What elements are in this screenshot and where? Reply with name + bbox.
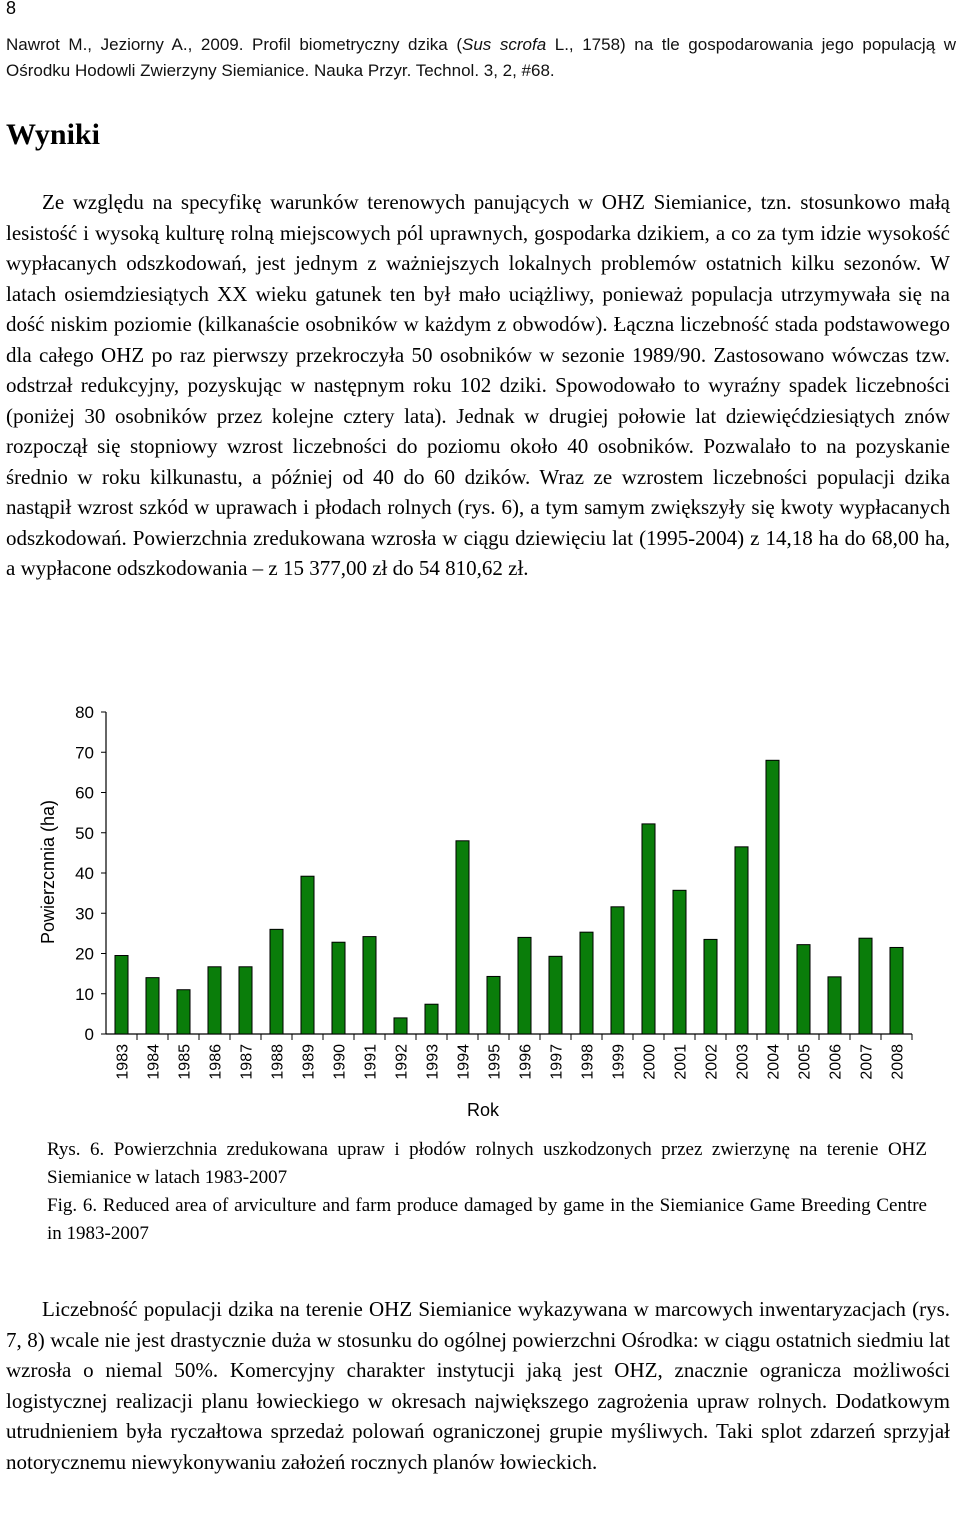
section-heading: Wyniki: [6, 118, 100, 151]
x-tick-label: 1990: [331, 1044, 349, 1080]
x-tick-label: 1997: [548, 1044, 566, 1080]
citation-part-2: L., 1758) na tle gospodarowania jego populacją w Ośrodku Hodowli Zwierzyny Siemianice. Nauka Przyr. Technol. 3, 2, #68.: [6, 35, 956, 80]
bar: [208, 967, 221, 1034]
y-tick-label: 0: [84, 1025, 94, 1044]
y-tick-label: 20: [75, 944, 94, 964]
population-paragraph: [6, 1294, 950, 1477]
bar: [549, 956, 562, 1034]
y-axis-title: Powierzcnnia (ha): [38, 799, 58, 945]
x-tick-label: 2005: [796, 1044, 814, 1080]
bar: [270, 929, 283, 1034]
y-tick-label: 60: [75, 783, 94, 803]
x-axis-title: Rok: [466, 1100, 500, 1120]
bar: [735, 847, 748, 1034]
bar: [642, 824, 655, 1034]
bar: [394, 1018, 407, 1034]
y-tick-label: 10: [75, 984, 94, 1004]
results-paragraph-text: Ze względu na specyfikę warunków terenowych panujących w OHZ Siemianice, tzn. stosunkowo małą lesistość i wysoką kulturę rolną miejscowych pól uprawnych, gospodarka dzikiem, a co za tym idzie wysokość wypłacanych odszkodowań, jest jednym z ważniejszych lokalnych problemów ostatnich kilku sezonów. W latach osiemdziesiątych XX wieku gatunek ten był mało uciążliwy, ponieważ populacja utrzymywała się na dość niskim poziomie (kilkanaście osobników w każdym z obwodów). Łączna liczebność stada podstawowego dla całego OHZ po raz pierwszy przekroczyła 50 osobników w sezonie 1989/90. Zastosowano wówczas tzw. odstrzał redukcyjny, pozyskując w następnym roku 102 dziki. Spowodowało to wyraźny spadek liczebności (poniżej 30 osobników przez kolejne cztery lata). Jednak w drugiej połowie lat dziewięćdziesiątych znów rozpoczął się stopniowy wzrost liczebności do poziomu około 40 osobników. Pozwalało to na pozyskanie średnio w roku kilkunastu, a później od 40 do 60 dzików. Wraz ze wzrostem liczebności populacji dzika nastąpił wzrost szkód w uprawach i płodach rolnych (rys. 6), a tym samym zwiększyły się kwoty wypłacanych odszkodowań. Powierzchnia zredukowana wzrosła w ciągu dziewięciu lat (1995-2004) z 14,18 ha do 68,00 ha, a wypłacone odszkodowania – z 15 377,00 zł do 54 810,62 zł.: [6, 190, 950, 580]
bar: [425, 1004, 438, 1034]
bar: [456, 841, 469, 1034]
citation-header: [6, 32, 956, 84]
bar: [487, 976, 500, 1034]
x-tick-label: 1985: [176, 1044, 194, 1080]
bar: [177, 990, 190, 1034]
x-tick-label: 1988: [269, 1044, 287, 1080]
figure-caption-en: Fig. 6. Reduced area of arviculture and farm produce damaged by game in the Siemianice Game Breeding Centre in 1983-2007: [47, 1195, 927, 1244]
x-tick-label: 1994: [455, 1044, 473, 1080]
page-number: 8: [6, 0, 17, 18]
x-tick-label: 2007: [858, 1044, 876, 1080]
bar: [611, 907, 624, 1034]
x-tick-label: 1983: [114, 1044, 132, 1080]
x-tick-label: 1986: [207, 1044, 225, 1080]
bar: [115, 956, 128, 1034]
y-tick-label: 40: [75, 864, 94, 883]
population-paragraph-text: Liczebność populacji dzika na terenie OHZ Siemianice wykazywana w marcowych inwentaryzacjach (rys. 7, 8) wcale nie jest drastycznie duża w stosunku do ogólnej powierzchni Ośrodka: w ciągu ostatnich siedmiu lat wzrosła o niemal 50%. Komercyjny charakter instytucji jaką jest OHZ, znacznie ogranicza możliwości logistycznej realizacji planu łowieckiego w okresach największego zagrożenia upraw rolnych. Dodatkowym utrudnieniem była ryczałtowa sprzedaż polowań ograniczonej grupie myśliwych. Taki splot zdarzeń sprzyjał notorycznemu niewykonywaniu założeń rocznych planów łowieckich.: [6, 1297, 950, 1474]
x-tick-label: 2003: [734, 1044, 752, 1080]
y-tick-label: 50: [75, 823, 94, 843]
x-tick-label: 2008: [889, 1044, 907, 1080]
citation-species: Sus scrofa: [462, 35, 547, 54]
x-tick-label: 1996: [517, 1044, 535, 1080]
chart-plot: [38, 703, 912, 1120]
bar-chart: [0, 690, 960, 1130]
bar: [704, 939, 717, 1034]
bar: [363, 937, 376, 1034]
figure-caption-pl: Rys. 6. Powierzchnia zredukowana upraw i płodów rolnych uszkodzonych przez zwierzynę na terenie OHZ Siemianice w latach 1983-2007: [47, 1139, 927, 1188]
bar: [518, 937, 531, 1034]
x-tick-label: 1992: [393, 1044, 411, 1080]
x-tick-label: 1999: [610, 1044, 628, 1080]
x-tick-label: 1989: [300, 1044, 318, 1080]
x-tick-label: 1993: [424, 1044, 442, 1080]
bar: [146, 978, 159, 1034]
bar: [673, 890, 686, 1034]
bar: [239, 967, 252, 1034]
x-tick-label: 2006: [827, 1044, 845, 1080]
y-tick-label: 30: [75, 904, 94, 924]
results-paragraph: [6, 187, 950, 584]
bar: [332, 942, 345, 1034]
x-tick-label: 1991: [362, 1044, 380, 1080]
x-tick-label: 1998: [579, 1044, 597, 1080]
x-tick-label: 1995: [486, 1044, 504, 1080]
bar: [828, 977, 841, 1034]
bar: [859, 938, 872, 1034]
x-tick-label: 2004: [765, 1044, 783, 1080]
bar: [580, 932, 593, 1034]
x-tick-label: 1984: [145, 1044, 163, 1080]
bar: [797, 945, 810, 1034]
bar: [766, 760, 779, 1034]
x-tick-label: 1987: [238, 1044, 256, 1080]
y-tick-label: 80: [75, 703, 94, 722]
x-tick-label: 2002: [703, 1044, 721, 1080]
bar: [301, 876, 314, 1034]
y-tick-label: 70: [75, 743, 94, 763]
x-tick-label: 2000: [641, 1044, 659, 1080]
citation-part-1: Nawrot M., Jeziorny A., 2009. Profil biometryczny dzika (: [6, 35, 462, 54]
bar: [890, 947, 903, 1034]
x-tick-label: 2001: [672, 1044, 690, 1080]
